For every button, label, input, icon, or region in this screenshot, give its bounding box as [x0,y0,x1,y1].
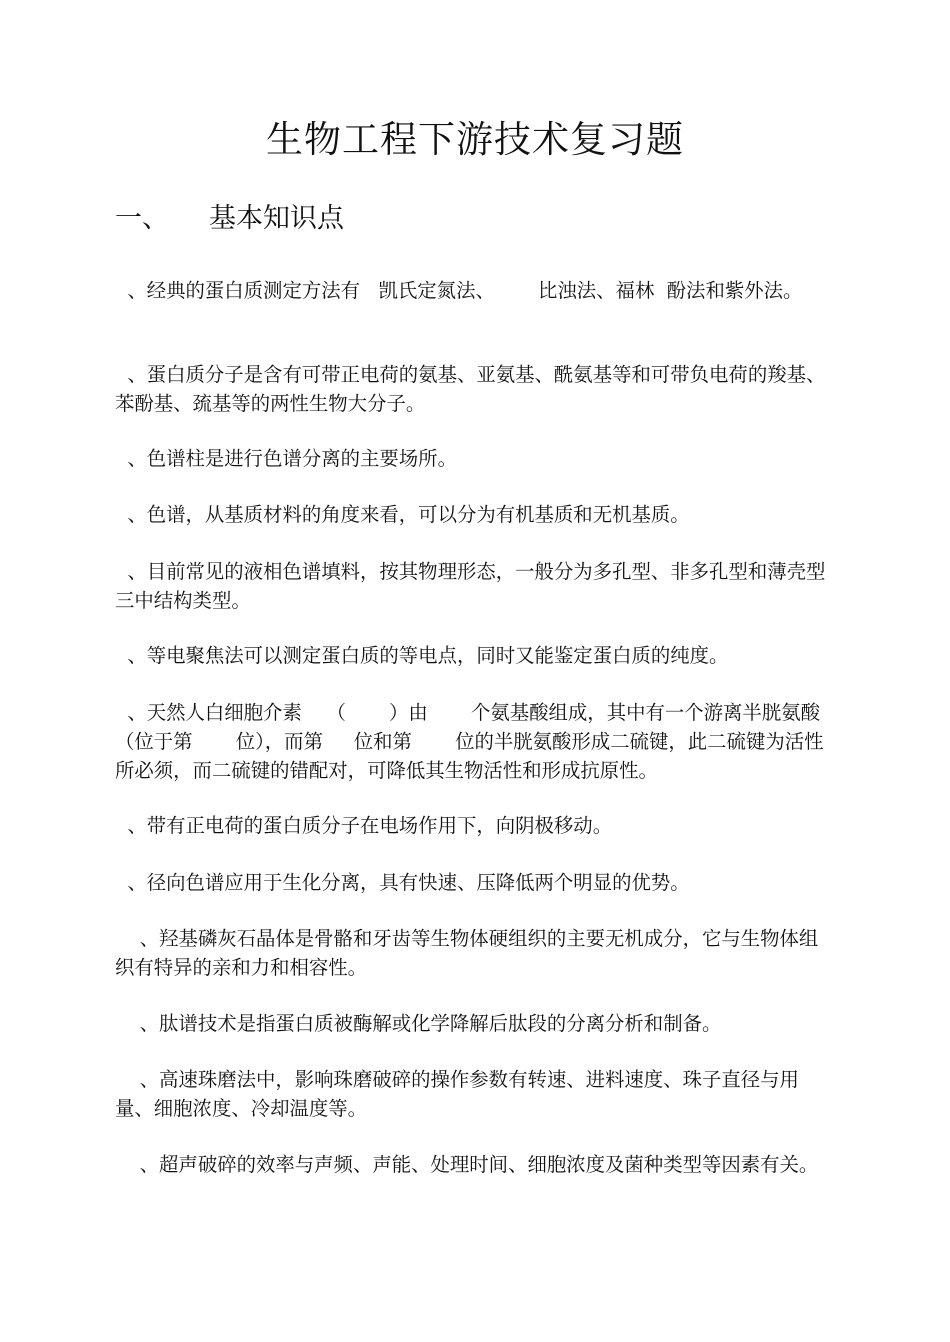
section-number: 一、 [115,203,169,234]
question-item-11: 、肽谱技术是指蛋白质被酶解或化学降解后肽段的分离分析和制备。 [115,1012,722,1035]
question-item-4: 、色谱，从基质材料的角度来看，可以分为有机基质和无机基质。 [115,503,690,526]
question-item-13: 、超声破碎的效率与声频、声能、处理时间、细胞浓度及菌种类型等因素有关。 [115,1153,819,1176]
question-item-10: 、羟基磷灰石晶体是骨骼和牙齿等生物体硬组织的主要无机成分，它与生物体组织有特异的亲和力和相容性。 [115,927,819,979]
question-item-2: 、蛋白质分子是含有可带正电荷的氨基、亚氨基、酰氨基等和可带负电荷的羧基、苯酚基、巯基等的两性生物大分子。 [115,363,826,415]
section-title: 基本知识点 [209,203,344,234]
question-item-7: 、天然人白细胞介素 （ ）由 个氨基酸组成，其中有一个游离半胱氨酸（位于第 位），而第 位和第 位的半胱氨酸形成二硫键，此二硫键为活性所必须，而二硫键的错配对，可降低其生物活性和形成抗原性。 [115,701,824,782]
question-item-12: 、高速珠磨法中，影响珠磨破碎的操作参数有转速、进料速度、珠子直径与用量、细胞浓度、冷却温度等。 [115,1068,799,1120]
section-heading [115,198,344,240]
question-item-1: 、经典的蛋白质测定方法有 凯氏定氮法、 比浊法、福林 酚法和紫外法。 [115,279,803,302]
question-item-6: 、等电聚焦法可以测定蛋白质的等电点，同时又能鉴定蛋白质的纯度。 [115,644,729,667]
question-item-3: 、色谱柱是进行色谱分离的主要场所。 [115,447,457,470]
question-item-5: 、目前常见的液相色谱填料，按其物理形态，一般分为多孔型、非多孔型和薄壳型三中结构类型。 [115,560,826,612]
question-item-9: 、径向色谱应用于生化分离，具有快速、压降低两个明显的优势。 [115,871,690,894]
document-title: 生物工程下游技术复习题 [266,118,684,161]
question-item-8: 、带有正电荷的蛋白质分子在电场作用下，向阴极移动。 [115,814,613,837]
